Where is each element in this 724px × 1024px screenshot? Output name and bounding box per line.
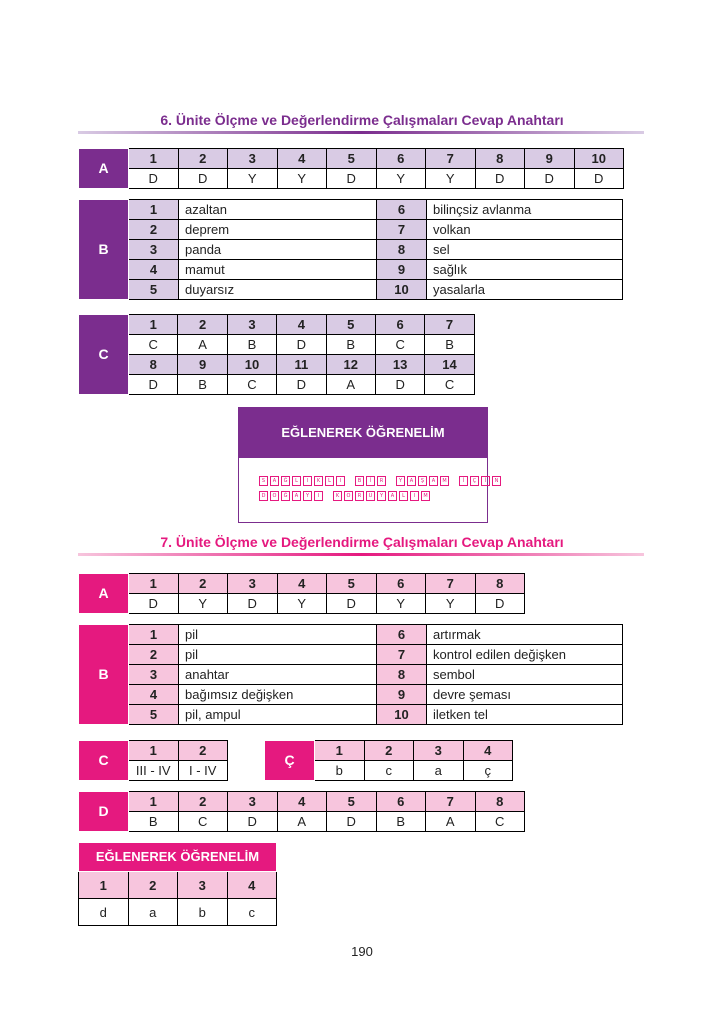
letter-box: Ğ [281,476,290,486]
answer-cell: sembol [427,665,623,685]
letter-box: I [336,476,345,486]
unit7-section-c [78,740,228,781]
answer-cell: D [375,375,424,395]
answer-cell: artırmak [427,625,623,645]
question-number: 1 [129,625,179,645]
letter-box: A [292,491,301,501]
question-number: 3 [228,792,278,812]
question-number: 1 [129,149,179,169]
answer-cell: D [178,169,228,189]
unit6-title-rule [78,131,644,134]
question-number: 5 [327,574,377,594]
question-number: 4 [277,149,327,169]
answer-cell: b [178,899,228,926]
question-number: 7 [377,645,427,665]
letter-box: Ş [418,476,427,486]
answer-cell: C [227,375,276,395]
unit6-section-a [78,148,624,189]
question-number: 8 [377,665,427,685]
answer-cell: C [425,375,474,395]
answer-cell: Y [277,594,327,614]
letter-box: R [377,476,386,486]
letter-box: I [303,476,312,486]
answer-cell: deprem [179,220,377,240]
letter-box: N [492,476,501,486]
question-number: 6 [376,792,426,812]
answer-cell: D [475,594,525,614]
letter-box: L [292,476,301,486]
question-number: 2 [129,645,179,665]
answer-cell: bağımsız değişken [179,685,377,705]
letter-box: M [440,476,449,486]
letter-box: U [366,491,375,501]
letter-box: Y [396,476,405,486]
answer-cell: pil, ampul [179,705,377,725]
answer-cell: D [327,169,377,189]
unit7-section-b [78,624,623,725]
answer-cell: Y [178,594,228,614]
answer-cell: D [277,375,326,395]
answer-cell: c [364,761,414,781]
answer-cell: C [475,812,525,832]
question-number: 3 [414,741,464,761]
letter-box: A [407,476,416,486]
unit7-section-d [78,791,525,832]
answer-cell: devre şeması [427,685,623,705]
question-number: 2 [128,872,178,899]
answer-cell: ç [463,761,513,781]
answer-cell: a [128,899,178,926]
letter-box: B [355,476,364,486]
answer-cell: Y [376,169,426,189]
answer-cell: D [129,169,179,189]
answer-cell: Y [376,594,426,614]
answer-cell: D [475,169,525,189]
answer-cell: D [129,375,178,395]
question-number: 1 [315,741,365,761]
question-number: 5 [326,315,375,335]
letter-box: Ğ [281,491,290,501]
answer-cell: mamut [179,260,377,280]
word-gap [325,491,331,501]
unit7-fun-table [78,842,277,926]
letter-box: I [410,491,419,501]
word-gap [347,476,353,486]
letter-box: O [344,491,353,501]
question-number: 8 [377,240,427,260]
answer-cell: b [315,761,365,781]
answer-cell: D [525,169,575,189]
question-number: 3 [228,574,278,594]
question-number: 9 [178,355,227,375]
answer-cell: yasalarla [427,280,623,300]
question-number: 3 [178,872,228,899]
letter-grid-line2 [259,491,430,501]
question-number: 6 [376,574,426,594]
answer-cell: B [129,812,179,832]
question-number: 7 [426,149,476,169]
answer-cell: D [228,594,278,614]
question-number: 2 [364,741,414,761]
question-number: 6 [377,200,427,220]
letter-box: S [259,476,268,486]
question-number: 5 [129,280,179,300]
unit6-title: 6. Ünite Ölçme ve Değerlendirme Çalışmaları Cevap Anahtarı [160,112,564,128]
question-number: 12 [326,355,375,375]
unit7-section-c-cedilla [264,740,513,781]
section-label: A [79,149,129,189]
question-number: 6 [377,625,427,645]
answer-cell: pil [179,645,377,665]
letter-box: I [314,491,323,501]
answer-cell: Y [277,169,327,189]
question-number: 3 [228,149,278,169]
unit7-title: 7. Ünite Ölçme ve Değerlendirme Çalışmaları Cevap Anahtarı [160,534,564,550]
question-number: 8 [129,355,178,375]
letter-box: Y [377,491,386,501]
answer-cell: a [414,761,464,781]
answer-cell: C [129,335,178,355]
answer-cell: Y [426,594,476,614]
question-number: 5 [129,705,179,725]
answer-cell: iletken tel [427,705,623,725]
answer-cell: d [79,899,129,926]
section-label: C [79,315,129,395]
letter-box: L [325,476,334,486]
fun-box-title: EĞLENEREK ÖĞRENELİM [239,408,487,458]
letter-grid-line1 [259,476,501,486]
question-number: 2 [178,792,228,812]
section-label: D [79,792,129,832]
unit6-section-c [78,314,475,395]
answer-cell: A [326,375,375,395]
question-number: 10 [377,280,427,300]
question-number: 13 [375,355,424,375]
section-label: A [79,574,129,614]
answer-cell: bilinçsiz avlanma [427,200,623,220]
question-number: 7 [426,574,476,594]
answer-cell: A [178,335,227,355]
letter-box: K [333,491,342,501]
question-number: 14 [425,355,474,375]
answer-cell: B [326,335,375,355]
answer-cell: A [426,812,476,832]
answer-cell: B [178,375,227,395]
answer-cell: sağlık [427,260,623,280]
letter-box: İ [459,476,468,486]
answer-cell: azaltan [179,200,377,220]
answer-cell: duyarsız [179,280,377,300]
question-number: 4 [277,574,327,594]
question-number: 1 [129,741,179,761]
question-number: 7 [426,792,476,812]
question-number: 4 [227,872,277,899]
question-number: 8 [475,149,525,169]
letter-box: A [388,491,397,501]
unit7-section-a [78,573,525,614]
question-number: 3 [227,315,276,335]
question-number: 1 [79,872,129,899]
section-label: B [79,200,129,300]
question-number: 7 [377,220,427,240]
question-number: 10 [227,355,276,375]
answer-cell: C [178,812,228,832]
answer-cell: A [277,812,327,832]
letter-box: A [270,476,279,486]
question-number: 11 [277,355,326,375]
answer-cell: D [228,812,278,832]
answer-cell: B [227,335,276,355]
question-number: 2 [178,315,227,335]
fun-table-title: EĞLENEREK ÖĞRENELİM [79,843,277,872]
answer-cell: anahtar [179,665,377,685]
page-number: 190 [351,944,373,959]
question-number: 3 [129,665,179,685]
question-number: 9 [525,149,575,169]
answer-cell: Y [228,169,278,189]
question-number: 8 [475,574,525,594]
answer-cell: kontrol edilen değişken [427,645,623,665]
unit6-section-b [78,199,623,300]
word-gap [451,476,457,486]
question-number: 5 [327,792,377,812]
question-number: 5 [327,149,377,169]
section-label: B [79,625,129,725]
letter-box: M [421,491,430,501]
letter-box: R [355,491,364,501]
question-number: 8 [475,792,525,812]
answer-cell: sel [427,240,623,260]
question-number: 2 [178,149,228,169]
answer-cell: I - IV [178,761,228,781]
question-number: 4 [277,792,327,812]
answer-cell: D [327,812,377,832]
question-number: 2 [178,574,228,594]
letter-box: Ç [470,476,479,486]
question-number: 4 [129,685,179,705]
question-number: 1 [129,574,179,594]
answer-cell: c [227,899,277,926]
answer-cell: volkan [427,220,623,240]
answer-cell: Y [426,169,476,189]
answer-cell: B [425,335,474,355]
question-number: 2 [178,741,228,761]
question-number: 6 [375,315,424,335]
letter-box: O [270,491,279,501]
letter-box: L [399,491,408,501]
letter-box: A [429,476,438,486]
answer-cell: B [376,812,426,832]
answer-cell: C [375,335,424,355]
answer-cell: panda [179,240,377,260]
answer-cell: D [277,335,326,355]
section-label: Ç [265,741,315,781]
answer-cell: D [129,594,179,614]
question-number: 3 [129,240,179,260]
question-number: 1 [129,315,178,335]
question-number: 9 [377,260,427,280]
question-number: 7 [425,315,474,335]
question-number: 4 [129,260,179,280]
unit7-title-rule [78,553,644,556]
answer-cell: III - IV [129,761,179,781]
question-number: 10 [377,705,427,725]
answer-cell: D [574,169,624,189]
question-number: 10 [574,149,624,169]
letter-box: Y [303,491,312,501]
answer-cell: pil [179,625,377,645]
letter-box: K [314,476,323,486]
question-number: 2 [129,220,179,240]
question-number: 1 [129,792,179,812]
answer-cell: D [327,594,377,614]
question-number: 1 [129,200,179,220]
letter-box: D [259,491,268,501]
section-label: C [79,741,129,781]
question-number: 6 [376,149,426,169]
word-gap [388,476,394,486]
unit6-fun-box [238,407,499,523]
letter-box: İ [481,476,490,486]
question-number: 4 [463,741,513,761]
question-number: 9 [377,685,427,705]
letter-box: İ [366,476,375,486]
question-number: 4 [277,315,326,335]
